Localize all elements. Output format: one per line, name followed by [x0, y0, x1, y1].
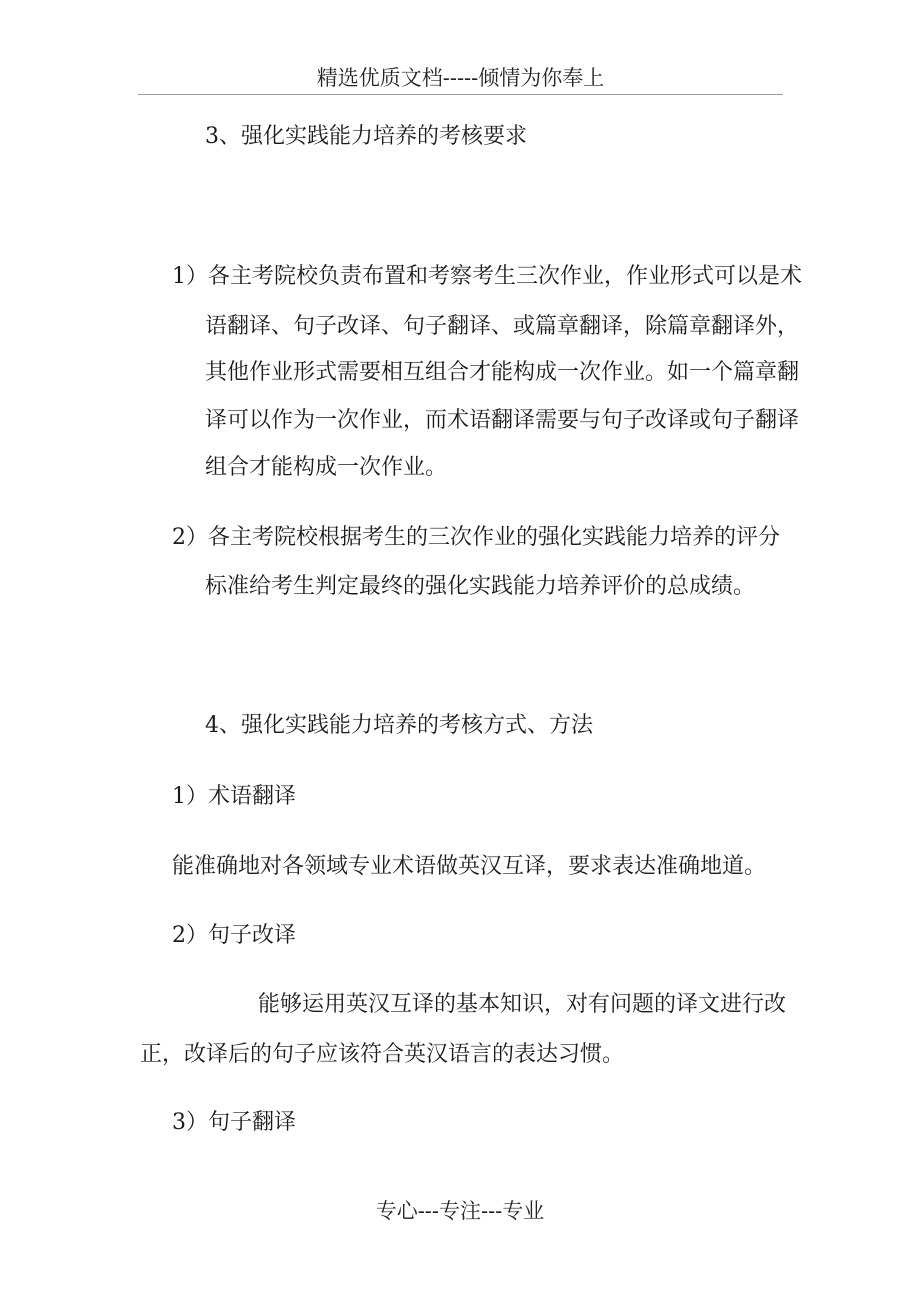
- item-1-line-2: 语翻译、句子改译、句子翻译、或篇章翻译，除篇章翻译外，: [205, 314, 800, 339]
- section-4-heading: 4、强化实践能力培养的考核方式、方法: [205, 713, 593, 738]
- item-2-line-2: 标准给考生判定最终的强化实践能力培养评价的总成绩。: [205, 574, 756, 599]
- sub-1-body: 能准确地对各领域专业术语做英汉互译，要求表达准确地道。: [172, 854, 767, 879]
- sub-2-title: 2）句子改译: [172, 923, 296, 948]
- item-1-line-3: 其他作业形式需要相互组合才能构成一次作业。如一个篇章翻: [205, 360, 800, 385]
- item-1-line-5: 组合才能构成一次作业。: [205, 455, 448, 480]
- item-2-line-1: 2）各主考院校根据考生的三次作业的强化实践能力培养的评分: [172, 525, 780, 550]
- item-1-line-4: 译可以作为一次作业，而术语翻译需要与句子改译或句子翻译: [205, 408, 800, 433]
- sub-2-body-line-2: 正，改译后的句子应该符合英汉语言的表达习惯。: [140, 1042, 625, 1067]
- page-header: 精选优质文档-----倾情为你奉上: [138, 62, 783, 95]
- item-1-line-1: 1）各主考院校负责布置和考察考生三次作业，作业形式可以是术: [172, 264, 802, 289]
- sub-2-body-line-1: 能够运用英汉互译的基本知识，对有问题的译文进行改: [258, 992, 787, 1017]
- sub-3-title: 3）句子翻译: [172, 1110, 296, 1135]
- section-3-heading: 3、强化实践能力培养的考核要求: [205, 124, 527, 149]
- page-footer: 专心---专注---专业: [375, 1199, 545, 1223]
- sub-1-title: 1）术语翻译: [172, 784, 296, 809]
